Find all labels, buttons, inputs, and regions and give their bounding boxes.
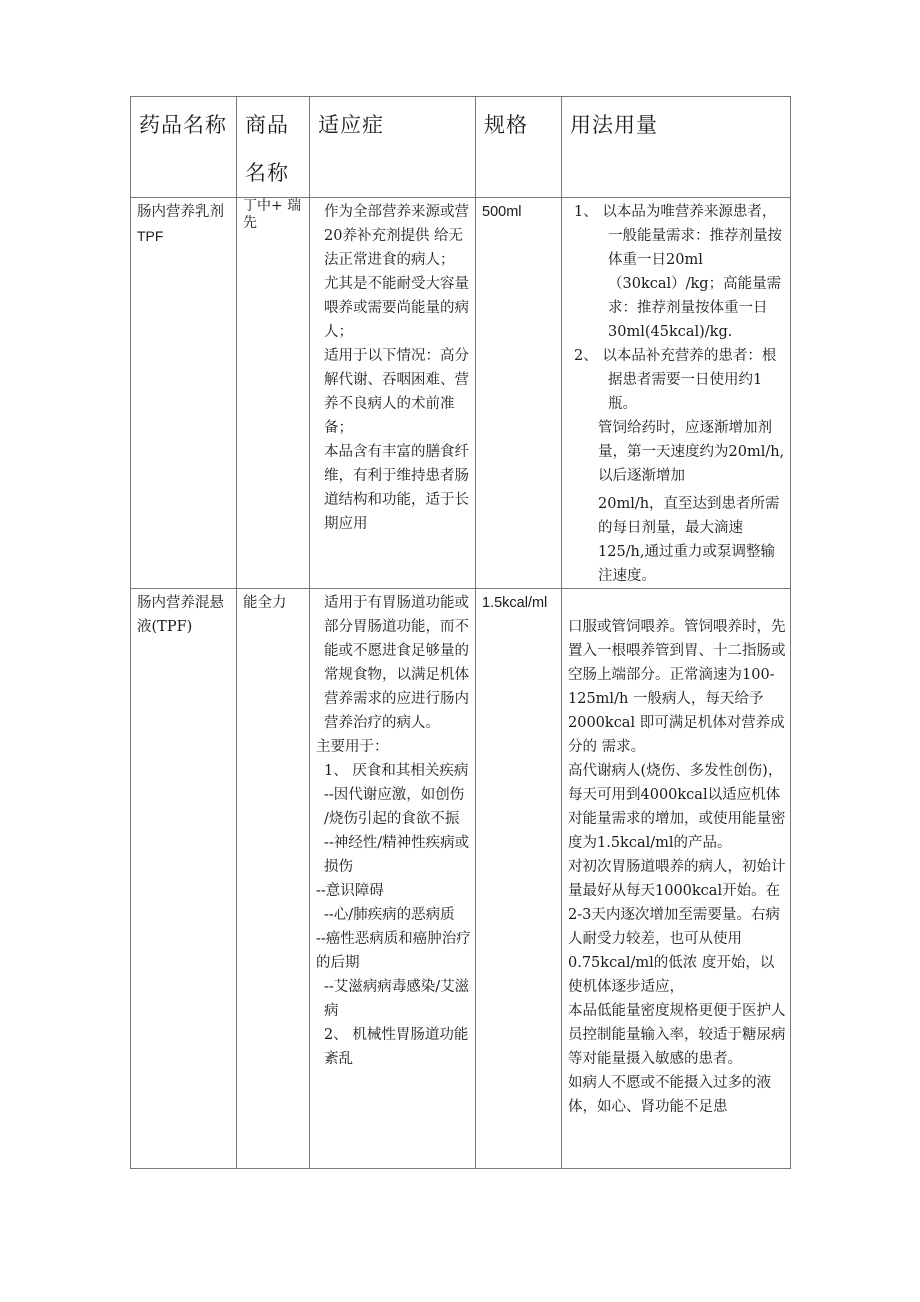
drug-name-cell: 肠内营养乳剂 TPF [131, 198, 237, 589]
drug-name-cell: 肠内营养混悬液(TPF) [131, 589, 237, 1169]
drug-table [130, 96, 791, 1169]
header-drug-name: 药品名称 [131, 97, 237, 198]
trade-name-cell: 能全力 [237, 589, 310, 1169]
header-trade-name: 商品 名称 [237, 97, 310, 198]
table-row [131, 198, 791, 589]
table-header-row [131, 97, 791, 198]
header-usage: 用法用量 [562, 97, 791, 198]
header-indication: 适应症 [310, 97, 476, 198]
header-spec: 规格 [476, 97, 562, 198]
indication-cell: 作为全部营养来源或营20养补充剂提供 给无法正常进食的病人； 尤其是不能耐受大容量喂养或需要尚能量的病人； 适用于以下情况：高分解代谢、吞咽困难、营养不良病人的术前准备； 本品含有丰富的膳食纤维，有利于维持患者肠道结构和功能，适于长期应用 [310, 198, 476, 589]
indication-cell: 适用于有胃肠道功能或部分胃肠道功能，而不能或不愿进食足够量的常规食物，以满足机体营养需求的应进行肠内营养治疗的病人。 主要用于： 1、 厌食和其相关疾病 --因代谢应激，如创伤 /烧伤引起的食欲不振 --神经性/精神性疾病或损伤 --意识障碍 --心/肺疾病的恶病质 --癌性恶病质和癌肿治疗的后期 --艾滋病病毒感染/艾滋病 2、 机械性胃肠道功能 紊乱 [310, 589, 476, 1169]
trade-name-cell: 丁中+ 瑞 先 [237, 198, 310, 589]
usage-cell: 1、 以本品为唯营养来源患者，一般能量需求：推荐剂量按体重一日20ml（30kcal）/kg；高能量需求：推荐剂量按体重一日30ml(45kcal)/kg. 2、 以本品补充营养的患者：根据患者需要一日使用约1瓶。 管饲给药时，应逐渐增加剂量，第一天速度约为20ml/h,以后逐渐增加 20ml/h，直至达到患者所需 的每日剂量，最大滴速125/h,通过重力或泵调整输注速度。 [562, 198, 791, 589]
spec-cell: 1.5kcal/ml [476, 589, 562, 1169]
table-row [131, 589, 791, 1169]
spec-cell: 500ml [476, 198, 562, 589]
usage-cell: 口服或管饲喂养。管饲喂养时，先置入一根喂养管到胃、十二指肠或空肠上端部分。正常滴速为100-125ml/h 一般病人，每天给予2000kcal 即可满足机体对营养成分的 需求。 高代谢病人(烧伤、多发性创伤)，每天可用到4000kcal以适应机体对能量需求的增加，或使用能量密度为1.5kcal/ml的产品。 对初次胃肠道喂养的病人，初始计量最好从每天1000kcal开始。在2-3天内逐次增加至需要量。右病人耐受力较差，也可从使用0.75kcal/ml的低浓 度开始，以使机体逐步适应， 本品低能量密度规格更便于医护人员控制能量输入率，较适于糖尿病等对能量摄入敏感的患者。 如病人不愿或不能摄入过多的液体，如心、肾功能不足患 [562, 589, 791, 1169]
